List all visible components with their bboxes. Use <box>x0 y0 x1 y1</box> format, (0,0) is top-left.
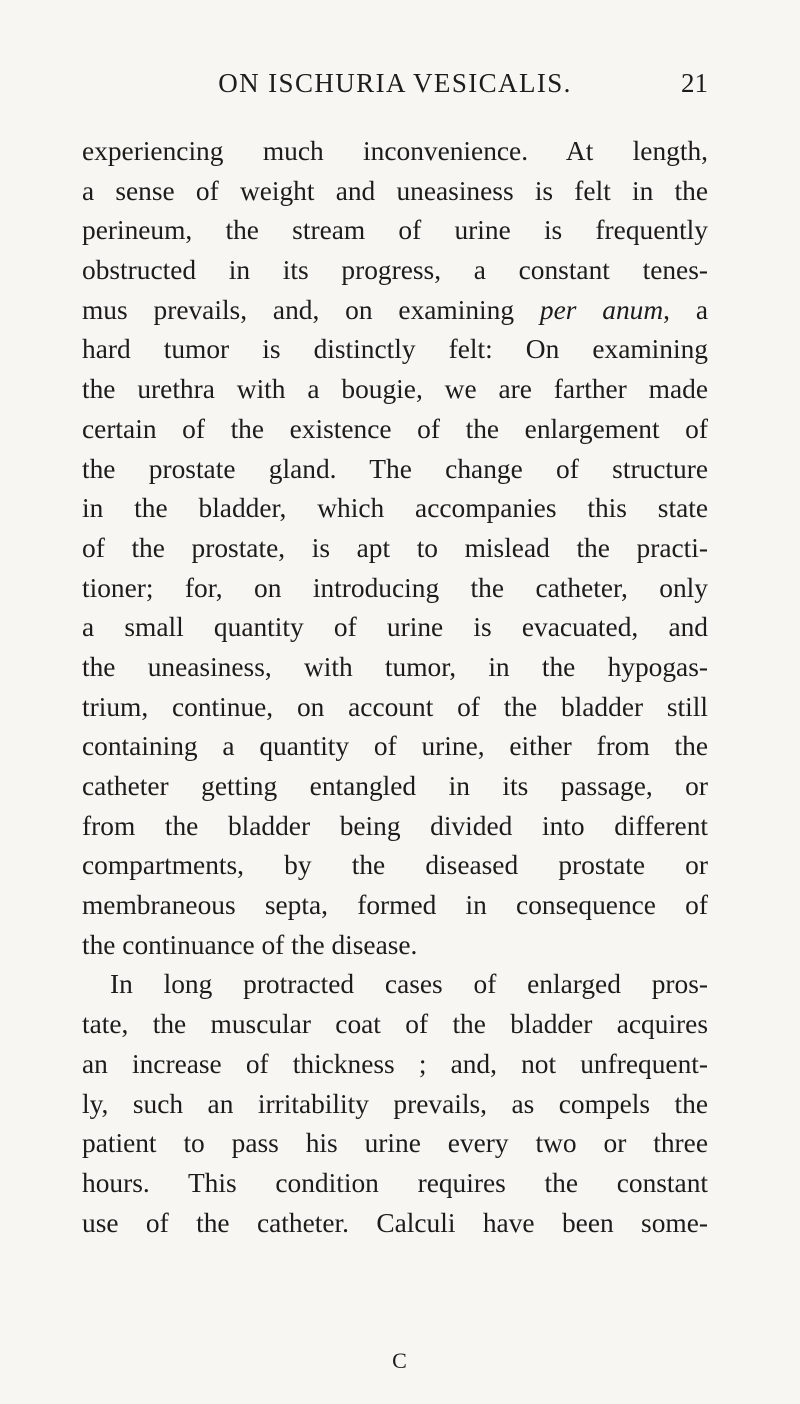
body-text <box>82 132 708 1243</box>
text-line: the continuance of the disease. <box>82 929 418 960</box>
text-line: membraneous septa, formed in consequence of <box>82 890 708 921</box>
text-line: a small quantity of urine is evacuated, and <box>82 612 708 643</box>
text-line: the uneasiness, with tumor, in the hypogas- <box>82 651 708 682</box>
text-line: a sense of weight and uneasiness is felt in the <box>82 175 708 206</box>
paragraph <box>82 965 708 1243</box>
text-line: trium, continue, on account of the bladder still <box>82 691 708 722</box>
text-line: obstructed in its progress, a constant tenes- <box>82 255 708 286</box>
running-head <box>82 60 708 100</box>
italic-phrase: per anum <box>539 294 664 325</box>
text-line: from the bladder being divided into different <box>82 810 708 841</box>
paragraph <box>82 132 708 965</box>
text-line: hard tumor is distinctly felt: On examining <box>82 334 708 365</box>
text-line: compartments, by the diseased prostate or <box>82 850 708 881</box>
text-line: certain of the existence of the enlargement of <box>82 413 708 444</box>
signature-mark: C <box>392 1348 408 1373</box>
text-line: the prostate gland. The change of structure <box>82 453 708 484</box>
text-line: patient to pass his urine every two or three <box>82 1128 708 1159</box>
text-line: In long protracted cases of enlarged pros- <box>110 969 708 1000</box>
text-line: in the bladder, which accompanies this state <box>82 493 708 524</box>
text-line: ly, such an irritability prevails, as compels the <box>82 1088 708 1119</box>
page-number: 21 <box>681 68 708 98</box>
text-line: catheter getting entangled in its passage, or <box>82 771 708 801</box>
running-title: ON ISCHURIA VESICALIS. <box>218 68 572 98</box>
text-line: the urethra with a bougie, we are farther made <box>82 374 708 405</box>
text-line: an increase of thickness ; and, not unfrequent- <box>82 1048 708 1079</box>
text-line: tioner; for, on introducing the catheter, only <box>82 572 708 603</box>
text-line: use of the catheter. Calculi have been some- <box>82 1207 708 1238</box>
text-line: experiencing much inconvenience. At length, <box>82 136 708 166</box>
text-line: tate, the muscular coat of the bladder acquires <box>82 1009 708 1040</box>
text-line: mus prevails, and, on examining per anum, a <box>82 294 708 325</box>
text-line: perineum, the stream of urine is frequently <box>82 215 708 246</box>
text-line: containing a quantity of urine, either from the <box>82 731 708 762</box>
text-line: of the prostate, is apt to mislead the practi- <box>82 532 708 563</box>
text-line: hours. This condition requires the constant <box>82 1167 708 1198</box>
